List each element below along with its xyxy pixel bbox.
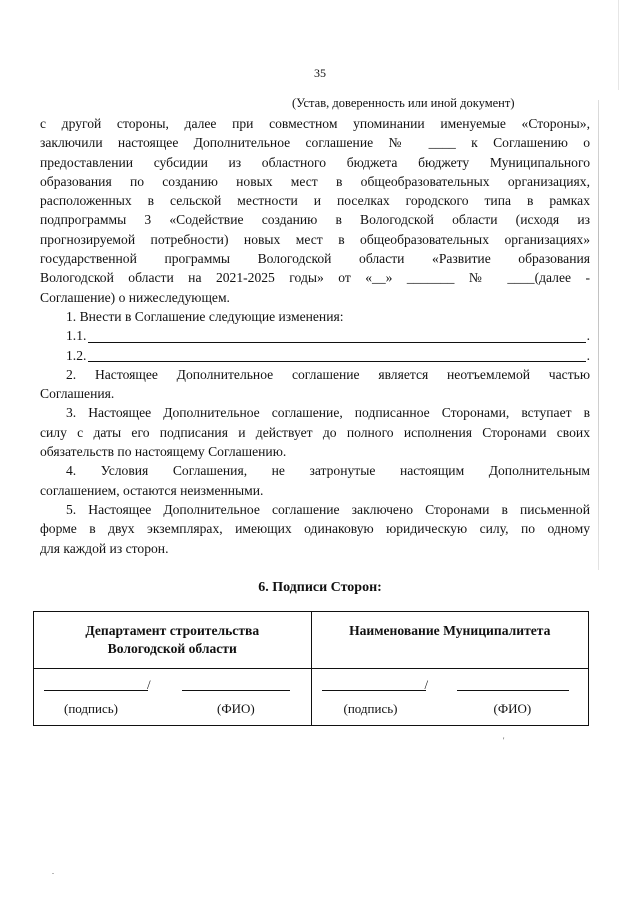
intro-line: Вологодской области на 2021-2025 годы» от «__» _______ № ____(далее - (40, 270, 590, 286)
intro-line: предоставлении субсидии из областного бюджета бюджету Муниципального (40, 154, 590, 170)
item-1: 1. Внести в Соглашение следующие изменения: (66, 308, 344, 324)
item-1-1-row (40, 326, 590, 345)
intro-line: заключили настоящее Дополнительное соглашение № ____ к Соглашению о (40, 135, 590, 151)
scan-edge-line (598, 100, 599, 570)
item-2-line: 2. Настоящее Дополнительное соглашение является неотъемлемой частью (66, 366, 590, 382)
left-party-name-line: Вологодской области (107, 641, 237, 656)
intro-line: с другой стороны, далее при совместном упоминании именуемые «Стороны», (40, 116, 590, 131)
right-fio-line (457, 689, 569, 691)
signatures-table (33, 611, 589, 726)
fill-end-dot: . (586, 347, 590, 363)
intro-line: прогнозируемой потребности) новых мест в общеобразовательных организациях» (40, 231, 590, 247)
item-1-2-blank-line (88, 348, 585, 362)
left-signature-line (44, 689, 148, 691)
item-5-line: для каждой из сторон. (40, 540, 169, 556)
fill-end-dot: . (586, 328, 590, 344)
left-party-name-line: Департамент строительства (85, 623, 260, 638)
item-1-2-label: 1.2. (66, 347, 87, 363)
item-1-1-label: 1.1. (66, 328, 87, 344)
agreement-body (40, 114, 590, 558)
item-1-1-blank-line (88, 329, 585, 343)
item-5-line: 5. Настоящее Дополнительное соглашение заключено Сторонами в письменной (66, 501, 590, 517)
left-party-header (34, 612, 312, 669)
scan-speck: . (52, 867, 54, 876)
item-3-line: силу с даты его подписания и действует до полного исполнения Сторонами своих (40, 424, 590, 440)
left-signature-cell (34, 669, 312, 726)
page-number: 35 (314, 66, 326, 80)
item-1-2-row (40, 346, 590, 365)
item-2-line: Соглашения. (40, 386, 115, 402)
document-type-note: (Устав, доверенность или иной документ) (292, 96, 515, 110)
item-5-line: форме в двух экземплярах, имеющих одинаковую юридическую силу, по одному (40, 521, 590, 537)
right-party-header (311, 612, 589, 669)
right-party-name: Наименование Муниципалитета (349, 623, 551, 638)
left-fio-caption: (ФИО) (217, 701, 255, 716)
intro-line: Соглашение) о нижеследующем. (40, 289, 230, 305)
intro-line: расположенных в сельской местности и поселках городского типа в рамках (40, 193, 590, 209)
left-fio-line (182, 689, 290, 691)
item-4-line: соглашением, остаются неизменными. (40, 482, 264, 498)
left-signature-caption: (подпись) (64, 701, 118, 716)
scan-speck: ' (503, 736, 505, 745)
right-slash: / (424, 677, 429, 692)
right-signature-cell (311, 669, 589, 726)
right-fio-caption: (ФИО) (493, 701, 532, 716)
item-4-line: 4. Условия Соглашения, не затронутые настоящим Дополнительным (66, 463, 590, 479)
left-slash: / (147, 677, 151, 692)
intro-line: образования по созданию новых мест в общеобразовательных организациях, (40, 173, 590, 189)
signatures-heading: 6. Подписи Сторон: (258, 580, 382, 595)
intro-line: подпрограммы 3 «Содействие созданию в Вологодской области (исходя из (40, 212, 590, 228)
item-3-line: обязательств по настоящему Соглашению. (40, 444, 287, 460)
right-signature-caption: (подпись) (343, 701, 398, 716)
intro-line: государственной программы Вологодской области «Развитие образования (40, 251, 590, 267)
item-3-line: 3. Настоящее Дополнительное соглашение, подписанное Сторонами, вступает в (66, 405, 590, 421)
right-signature-line (322, 689, 426, 691)
